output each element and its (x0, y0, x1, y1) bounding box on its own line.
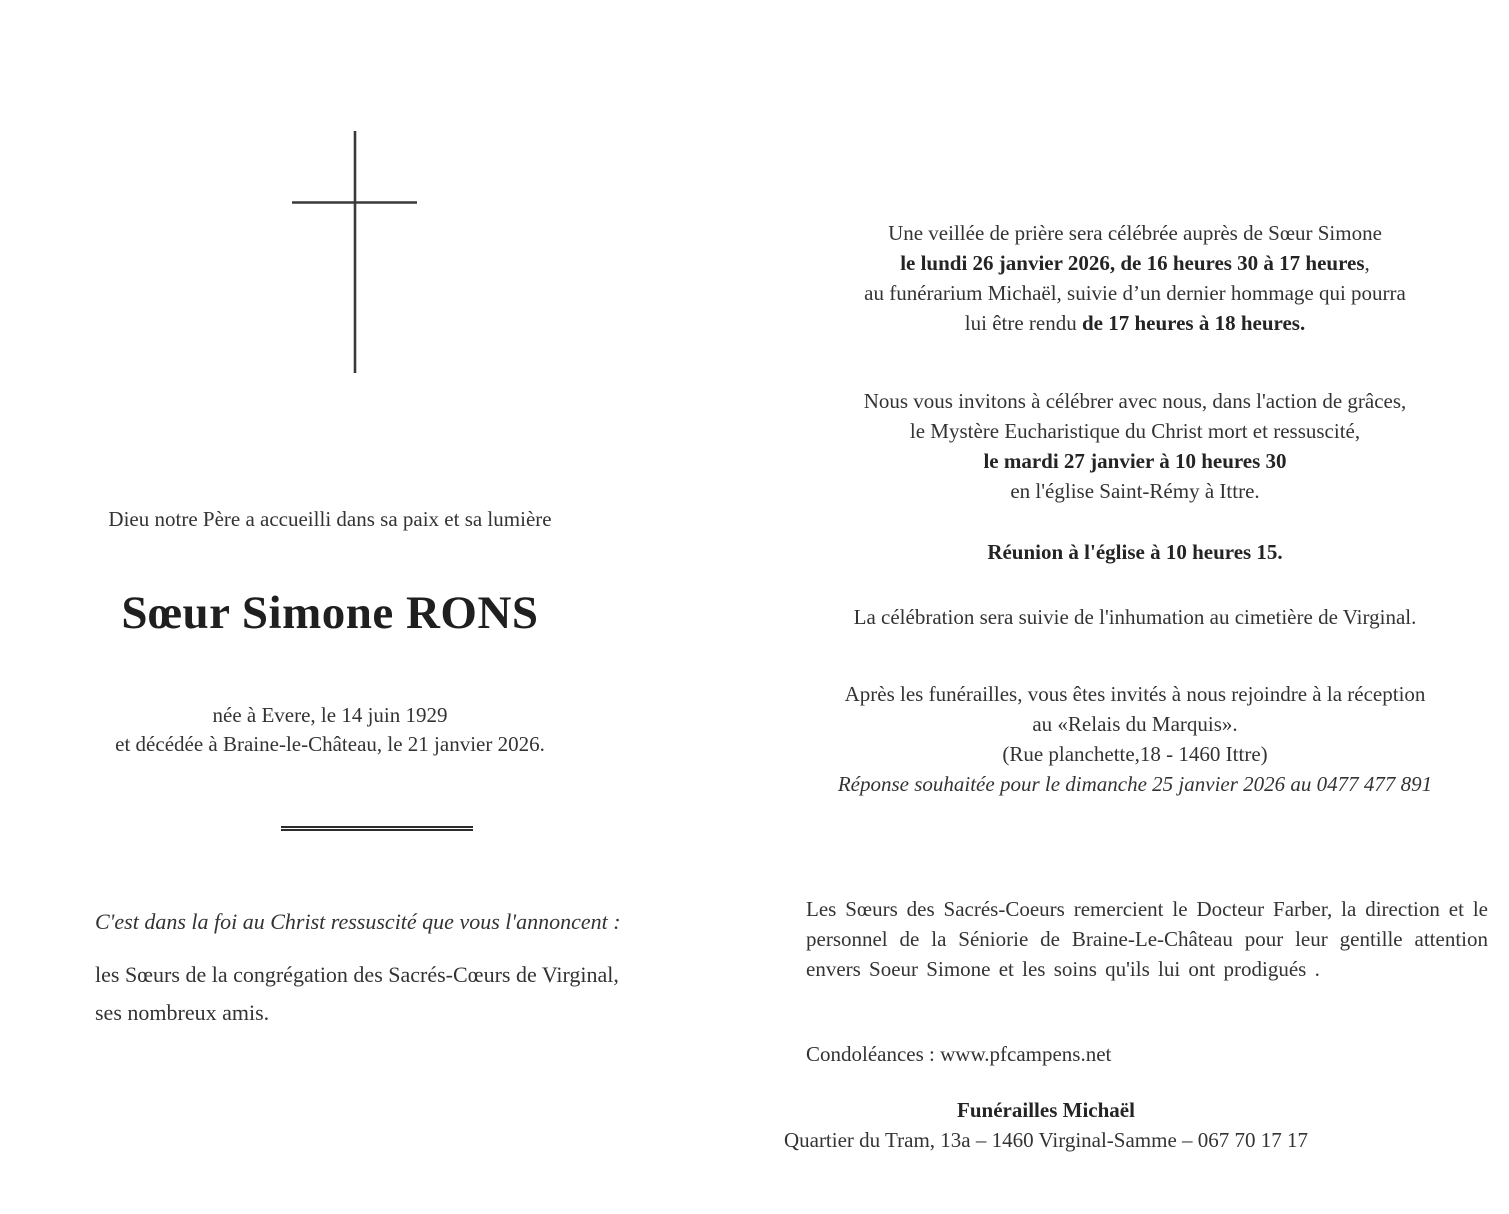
rsvp-line: Réponse souhaitée pour le dimanche 25 janvier 2026 au 0477 477 891 (837, 772, 1433, 796)
birth-line: née à Evere, le 14 juin 1929 (212, 703, 448, 727)
church-meeting-line: Réunion à l'église à 10 heures 15. (987, 540, 1283, 564)
cross-icon (292, 131, 418, 374)
intro-line: Dieu notre Père a accueilli dans sa paix et sa lumière (108, 507, 552, 531)
burial-line: La célébration sera suivie de l'inhumation au cimetière de Virginal. (853, 605, 1417, 629)
funeral-home-address: Quartier du Tram, 13a – 1460 Virginal-Samme – 067 70 17 17 (783, 1128, 1309, 1152)
eucharist-paragraph (785, 386, 1485, 506)
life-dates (30, 701, 630, 759)
reception-address-line: (Rue planchette,18 - 1460 Ittre) (1002, 742, 1268, 766)
vigil-line-2-comma: , (1364, 251, 1370, 275)
deceased-name: Sœur Simone RONS (121, 587, 539, 639)
separator-rule (281, 826, 473, 831)
thanks-paragraph: Les Sœurs des Sacrés-Coeurs remercient le Docteur Farber, la direction et le personnel de la Séniorie de Braine-Le-Château pour leur gentille attention envers Soeur Simone et les soins qu'ils lui ont prodigués . (806, 897, 1488, 981)
eucharist-line-4: en l'église Saint-Rémy à Ittre. (1010, 479, 1260, 503)
reception-line-1: Après les funérailles, vous êtes invités à nous rejoindre à la réception (844, 682, 1426, 706)
announcer-friends-line: ses nombreux amis. (95, 1000, 270, 1025)
vigil-date-time-bold: le lundi 26 janvier 2026, de 16 heures 30 à 17 heures (900, 251, 1365, 275)
vigil-hours-bold: de 17 heures à 18 heures. (1081, 311, 1306, 335)
death-line: et décédée à Braine-le-Château, le 21 janvier 2026. (115, 732, 545, 756)
reception-paragraph (785, 679, 1485, 799)
funeral-home-block (746, 1095, 1346, 1155)
announcer-congregation-line: les Sœurs de la congrégation des Sacrés-Cœurs de Virginal, (95, 962, 619, 987)
vigil-paragraph (785, 218, 1485, 338)
condolences-line: Condoléances : www.pfcampens.net (806, 1042, 1112, 1066)
eucharist-line-2: le Mystère Eucharistique du Christ mort et ressuscité, (909, 419, 1361, 443)
funeral-home-name: Funérailles Michaël (957, 1098, 1135, 1122)
vigil-line-1: Une veillée de prière sera célébrée auprès de Sœur Simone (888, 221, 1382, 245)
vigil-line-3: au funérarium Michaël, suivie d’un dernier hommage qui pourra (864, 281, 1406, 305)
vigil-line-4-start: lui être rendu (964, 311, 1082, 335)
faith-line: C'est dans la foi au Christ ressuscité que vous l'annoncent : (95, 909, 621, 934)
vigil-line-2 (785, 248, 1485, 278)
eucharist-line-1: Nous vous invitons à célébrer avec nous, dans l'action de grâces, (863, 389, 1407, 413)
reception-venue-line: au «Relais du Marquis». (1032, 712, 1238, 736)
vigil-line-4 (785, 308, 1485, 338)
eucharist-date-bold: le mardi 27 janvier à 10 heures 30 (983, 449, 1287, 473)
